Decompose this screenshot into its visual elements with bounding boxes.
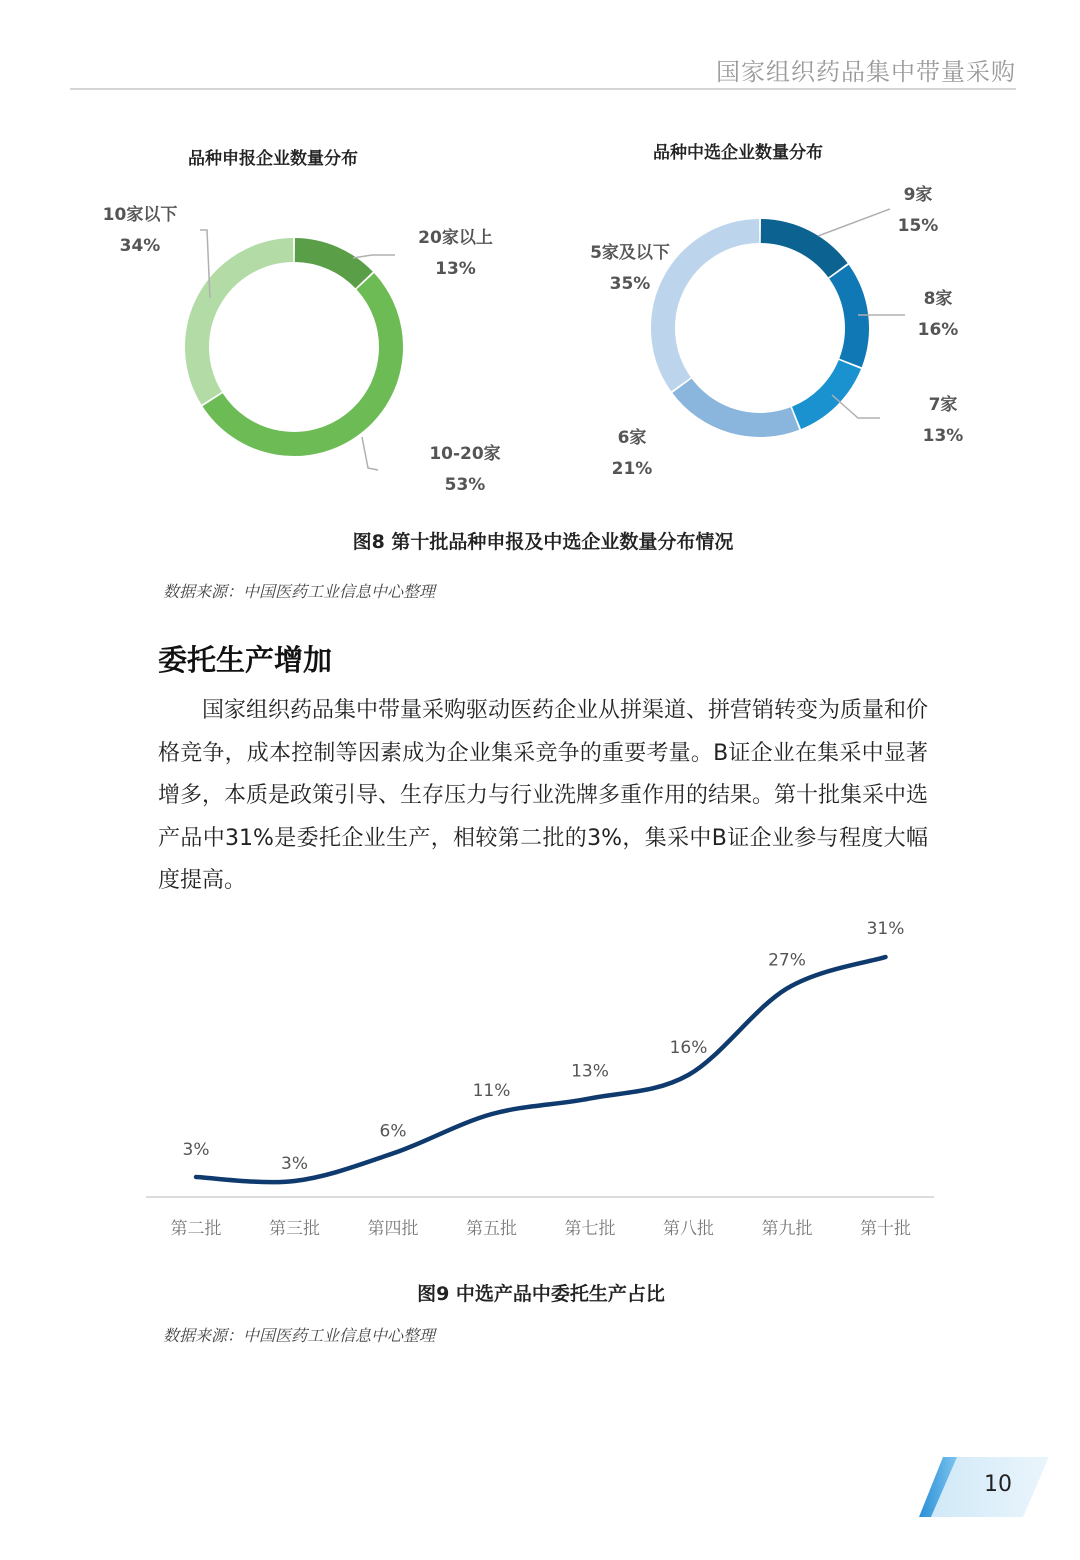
x-tick-label: 第七批: [564, 1219, 616, 1239]
slice-pct: 13%: [435, 259, 476, 279]
right-donut-label-7: [913, 390, 973, 452]
slice-pct: 34%: [119, 236, 161, 256]
running-header-title: 国家组织药品集中带量采购: [716, 58, 1016, 86]
slice-pct: 21%: [611, 459, 653, 479]
section-heading: 委托生产增加: [158, 643, 333, 677]
right-donut-label-5-or-less: [580, 238, 680, 300]
right-donut-label-8: [908, 284, 968, 346]
data-label: 3%: [182, 1140, 210, 1160]
line-chart: [0, 900, 1080, 1260]
slice-name: 20家以上: [418, 228, 493, 248]
left-donut-label-20-plus: [408, 223, 503, 285]
slice-name: 9家: [903, 185, 933, 205]
data-label: 11%: [472, 1081, 511, 1102]
x-tick-label: 第十批: [860, 1219, 911, 1239]
x-tick-label: 第五批: [466, 1219, 517, 1239]
figure9-source: 数据来源：中国医药工业信息中心整理: [163, 1326, 436, 1345]
x-tick-label: 第三批: [269, 1219, 320, 1239]
figure9-caption: 图9 中选产品中委托生产占比: [417, 1283, 665, 1305]
data-label: 6%: [379, 1121, 407, 1142]
left-donut: [197, 250, 391, 444]
data-label: 13%: [571, 1061, 609, 1082]
slice-name: 6家: [617, 428, 647, 448]
x-tick-label: 第二批: [170, 1219, 222, 1239]
donut-slice-1: [839, 272, 857, 363]
slice-pct: 35%: [609, 274, 651, 294]
data-label: 31%: [866, 919, 905, 939]
slice-pct: 53%: [444, 475, 486, 495]
slice-name: 10家以下: [102, 205, 178, 225]
right-donut-label-9: [888, 180, 948, 242]
slice-name: 8家: [923, 289, 953, 309]
body-paragraph: 国家组织药品集中带量采购驱动医药企业从拼渠道、拼营销转变为质量和价格竞争，成本控制等因素成为企业集采竞争的重要考量。B证企业在集采中显著增多，本质是政策引导、生存压力与行业洗牌多重作用的结果。第十批集采中选产品中31%是委托企业生产，相较第二批的3%，集采中B证企业参与程度大幅度提高。: [158, 698, 929, 893]
slice-name: 7家: [928, 395, 958, 415]
left-donut-label-10-20: [420, 439, 510, 501]
data-label: 27%: [768, 950, 806, 971]
x-tick-label: 第九批: [761, 1219, 813, 1239]
figure8-caption: 图8 第十批品种申报及中选企业数量分布情况: [352, 531, 734, 553]
data-label: 3%: [281, 1154, 308, 1174]
slice-name: 5家及以下: [590, 243, 670, 263]
left-donut-label-10-or-less: [95, 200, 185, 262]
donut-slice-1: [213, 281, 391, 444]
donut-slice-0: [295, 250, 364, 280]
slice-pct: 15%: [897, 216, 939, 236]
x-tick-label: 第四批: [367, 1219, 419, 1239]
right-donut-title: 品种中选企业数量分布: [653, 143, 823, 163]
slice-name: 10-20家: [429, 444, 501, 464]
right-donut: [663, 231, 857, 425]
data-label: 16%: [669, 1037, 708, 1058]
donut-slice-2: [197, 250, 293, 398]
donut-slice-2: [797, 365, 850, 418]
series-line: [196, 957, 886, 1182]
slice-pct: 16%: [917, 320, 959, 340]
slice-pct: 13%: [922, 426, 964, 446]
donut-slice-3: [682, 386, 795, 425]
donut-slice-0: [761, 231, 838, 270]
x-tick-label: 第八批: [663, 1219, 714, 1239]
right-donut-label-6: [602, 423, 662, 485]
left-donut-title: 品种申报企业数量分布: [188, 149, 358, 169]
page-number: 10: [984, 1472, 1012, 1497]
figure8-source: 数据来源：中国医药工业信息中心整理: [163, 582, 436, 601]
